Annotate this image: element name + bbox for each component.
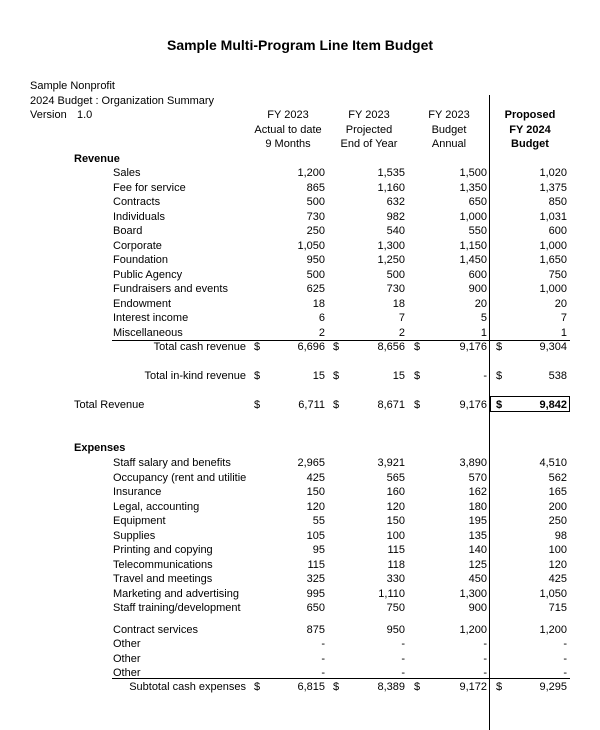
- currency-symbol: $: [414, 341, 421, 353]
- row-value: 125: [468, 558, 487, 571]
- row-value: 950: [306, 254, 325, 266]
- row-value: 4,510: [539, 457, 567, 469]
- row-label: Other: [113, 638, 141, 650]
- row-label: Fundraisers and events: [113, 283, 228, 295]
- row-label: Contract services: [113, 623, 198, 636]
- version-value: 1.0: [77, 109, 93, 121]
- row-value: -: [483, 652, 487, 665]
- row-value: 135: [468, 529, 487, 542]
- row-label: Board: [113, 225, 143, 237]
- row-value: 5: [480, 312, 487, 324]
- total-value: 8,656: [377, 341, 405, 353]
- row-value: 165: [548, 486, 567, 498]
- row-label: Individuals: [113, 210, 165, 223]
- row-value: 450: [468, 573, 487, 585]
- row-value: 1,450: [459, 254, 487, 266]
- row-value: 1,050: [539, 587, 567, 600]
- currency-symbol: $: [254, 681, 261, 693]
- row-value: 1,150: [459, 239, 487, 252]
- col-header-projected-l3: End of Year: [340, 138, 398, 150]
- row-value: 1,031: [539, 210, 567, 223]
- total-value: 9,176: [459, 399, 487, 411]
- total-value: -: [483, 370, 487, 382]
- row-value: 500: [306, 196, 325, 208]
- currency-symbol: $: [496, 399, 503, 411]
- row-value: 20: [474, 297, 487, 310]
- row-value: 180: [468, 500, 487, 513]
- row-value: 1,160: [377, 181, 405, 194]
- row-value: 1,000: [539, 239, 567, 252]
- row-value: -: [401, 652, 405, 665]
- row-label: Public Agency: [113, 268, 183, 281]
- row-label: Legal, accounting: [113, 500, 200, 513]
- row-value: 550: [468, 225, 487, 237]
- row-value: 18: [312, 297, 325, 310]
- col-header-projected-l1: FY 2023: [348, 109, 390, 121]
- row-value: 105: [306, 529, 325, 542]
- row-value: 730: [306, 210, 325, 223]
- row-label: Foundation: [113, 254, 169, 266]
- row-value: 540: [386, 225, 405, 237]
- row-value: 750: [386, 602, 405, 614]
- row-value: -: [321, 638, 325, 650]
- row-value: 982: [386, 210, 405, 223]
- total-value: 9,172: [459, 681, 487, 693]
- col-header-budget-l1: FY 2023: [428, 109, 470, 121]
- row-value: 865: [306, 181, 325, 194]
- row-label: Occupancy (rent and utilitie: [113, 471, 247, 484]
- currency-symbol: $: [254, 399, 261, 411]
- row-label: Supplies: [113, 529, 156, 542]
- row-value: 330: [386, 573, 405, 585]
- row-label: Other: [113, 652, 141, 665]
- row-value: 95: [312, 544, 325, 556]
- row-value: 160: [386, 486, 405, 498]
- row-value: 950: [386, 623, 405, 636]
- row-value: 1: [480, 326, 487, 339]
- row-value: 150: [386, 515, 405, 527]
- row-value: 425: [548, 573, 567, 585]
- row-label: Corporate: [113, 239, 162, 252]
- row-value: 570: [468, 471, 487, 484]
- row-value: 1,250: [377, 254, 405, 266]
- total-revenue-label: Total Revenue: [74, 399, 145, 411]
- row-value: 2,965: [297, 457, 325, 469]
- row-value: 2: [318, 326, 325, 339]
- row-value: 98: [554, 529, 567, 542]
- row-value: 20: [554, 297, 567, 310]
- total-value: 9,842: [539, 399, 567, 411]
- row-value: 850: [548, 196, 567, 208]
- row-label: Interest income: [113, 312, 189, 324]
- row-value: 750: [548, 268, 567, 281]
- org-subtitle: 2024 Budget : Organization Summary: [30, 95, 215, 107]
- row-value: 650: [306, 602, 325, 614]
- row-value: 7: [560, 312, 567, 324]
- total-label: Total cash revenue: [153, 341, 246, 353]
- col-header-budget-l3: Annual: [431, 138, 467, 150]
- row-value: 500: [306, 268, 325, 281]
- row-label: Miscellaneous: [113, 326, 183, 339]
- row-label: Contracts: [113, 196, 161, 208]
- row-value: 632: [386, 196, 405, 208]
- expenses-heading: Expenses: [74, 442, 126, 454]
- row-value: 1,300: [459, 587, 487, 600]
- row-value: 150: [306, 486, 325, 498]
- row-value: 6: [318, 312, 325, 324]
- row-value: 900: [468, 283, 487, 295]
- proposed-column-divider: [489, 95, 490, 730]
- total-value: 9,304: [539, 341, 567, 353]
- row-value: 500: [386, 268, 405, 281]
- row-value: 1: [560, 326, 567, 339]
- row-value: 2: [398, 326, 405, 339]
- row-value: 100: [386, 529, 405, 542]
- row-value: 425: [306, 471, 325, 484]
- row-label: Equipment: [113, 515, 166, 527]
- row-value: -: [401, 638, 405, 650]
- row-label: Printing and copying: [113, 544, 213, 556]
- row-label: Staff training/development: [113, 602, 241, 614]
- row-value: 115: [307, 558, 325, 571]
- col-header-actual-l1: FY 2023: [267, 109, 309, 121]
- col-header-proposed-l2: FY 2024: [509, 124, 551, 136]
- row-value: 200: [548, 500, 567, 513]
- version-label: Version: [30, 109, 67, 121]
- row-value: 18: [392, 297, 405, 310]
- row-value: 120: [548, 558, 567, 571]
- currency-symbol: $: [333, 399, 340, 411]
- row-label: Endowment: [113, 297, 172, 310]
- row-value: 565: [386, 471, 405, 484]
- row-value: 3,890: [459, 457, 487, 469]
- row-value: 120: [386, 500, 405, 513]
- col-header-projected-l2: Projected: [345, 124, 393, 136]
- revenue-heading: Revenue: [74, 153, 120, 165]
- row-value: 3,921: [377, 457, 405, 469]
- row-value: 1,375: [539, 181, 567, 194]
- total-value: 15: [312, 370, 325, 382]
- currency-symbol: $: [333, 341, 340, 353]
- row-label: Marketing and advertising: [113, 587, 239, 600]
- row-value: -: [563, 638, 567, 650]
- row-value: 1,500: [459, 167, 487, 179]
- row-value: -: [483, 667, 487, 679]
- row-value: 650: [468, 196, 487, 208]
- row-value: 325: [306, 573, 325, 585]
- row-value: 140: [468, 544, 487, 556]
- currency-symbol: $: [254, 341, 261, 353]
- total-value: 6,711: [298, 399, 325, 411]
- expense-subtotal-rule: [112, 678, 570, 679]
- row-value: 1,110: [378, 587, 405, 600]
- currency-symbol: $: [414, 370, 421, 382]
- row-value: -: [321, 652, 325, 665]
- total-value: 6,696: [297, 341, 325, 353]
- col-header-actual-l3: 9 Months: [265, 138, 311, 150]
- row-value: -: [483, 638, 487, 650]
- row-label: Fee for service: [113, 181, 186, 194]
- currency-symbol: $: [496, 370, 503, 382]
- row-value: 1,000: [539, 283, 567, 295]
- col-header-actual-l2: Actual to date: [254, 124, 322, 136]
- row-value: 600: [548, 225, 567, 237]
- row-value: -: [563, 667, 567, 679]
- col-header-budget-l2: Budget: [431, 124, 467, 136]
- row-value: 715: [548, 602, 567, 614]
- total-label: Total in-kind revenue: [144, 370, 246, 382]
- row-value: 118: [387, 558, 405, 571]
- currency-symbol: $: [333, 681, 340, 693]
- total-value: 15: [392, 370, 405, 382]
- row-value: 7: [398, 312, 405, 324]
- row-label: Sales: [113, 167, 141, 179]
- row-value: 1,200: [539, 623, 567, 636]
- total-value: 9,295: [539, 681, 567, 693]
- row-value: 875: [306, 623, 325, 636]
- row-value: 1,200: [459, 623, 487, 636]
- row-label: Travel and meetings: [113, 573, 213, 585]
- total-label: Subtotal cash expenses: [129, 681, 246, 693]
- row-value: 250: [306, 225, 325, 237]
- total-value: 8,671: [377, 399, 405, 411]
- row-value: -: [321, 667, 325, 679]
- row-value: 562: [548, 471, 567, 484]
- row-value: 1,300: [377, 239, 405, 252]
- row-value: 120: [306, 500, 325, 513]
- row-value: 1,535: [377, 167, 405, 179]
- row-value: 115: [387, 544, 405, 556]
- total-value: 9,176: [459, 341, 487, 353]
- col-header-proposed-l3: Budget: [511, 138, 549, 150]
- currency-symbol: $: [254, 370, 261, 382]
- row-value: 100: [548, 544, 567, 556]
- col-header-proposed-l1: Proposed: [504, 109, 556, 121]
- total-revenue-proposed-box: [490, 396, 570, 412]
- row-label: Staff salary and benefits: [113, 457, 231, 469]
- row-value: -: [401, 667, 405, 679]
- row-value: 730: [386, 283, 405, 295]
- row-value: 1,650: [539, 254, 567, 266]
- row-value: 625: [306, 283, 325, 295]
- row-value: 1,200: [297, 167, 325, 179]
- row-value: 55: [312, 515, 325, 527]
- row-label: Insurance: [113, 486, 162, 498]
- row-value: 1,020: [539, 167, 567, 179]
- row-value: 250: [548, 515, 567, 527]
- total-value: 8,389: [377, 681, 405, 693]
- row-value: 162: [468, 486, 487, 498]
- row-value: 995: [306, 587, 325, 600]
- row-value: 600: [468, 268, 487, 281]
- currency-symbol: $: [333, 370, 340, 382]
- currency-symbol: $: [414, 399, 421, 411]
- row-value: 900: [468, 602, 487, 614]
- row-value: 1,050: [297, 239, 325, 252]
- row-value: 1,000: [459, 210, 487, 223]
- currency-symbol: $: [496, 681, 503, 693]
- total-value: 538: [548, 370, 567, 382]
- org-name: Sample Nonprofit: [30, 80, 115, 92]
- currency-symbol: $: [414, 681, 421, 693]
- row-label: Other: [113, 667, 141, 679]
- page-title: Sample Multi-Program Line Item Budget: [166, 37, 434, 53]
- row-label: Telecommunications: [113, 558, 213, 571]
- total-value: 6,815: [297, 681, 325, 693]
- row-value: 195: [468, 515, 487, 527]
- row-value: -: [563, 652, 567, 665]
- currency-symbol: $: [496, 341, 503, 353]
- row-value: 1,350: [459, 181, 487, 194]
